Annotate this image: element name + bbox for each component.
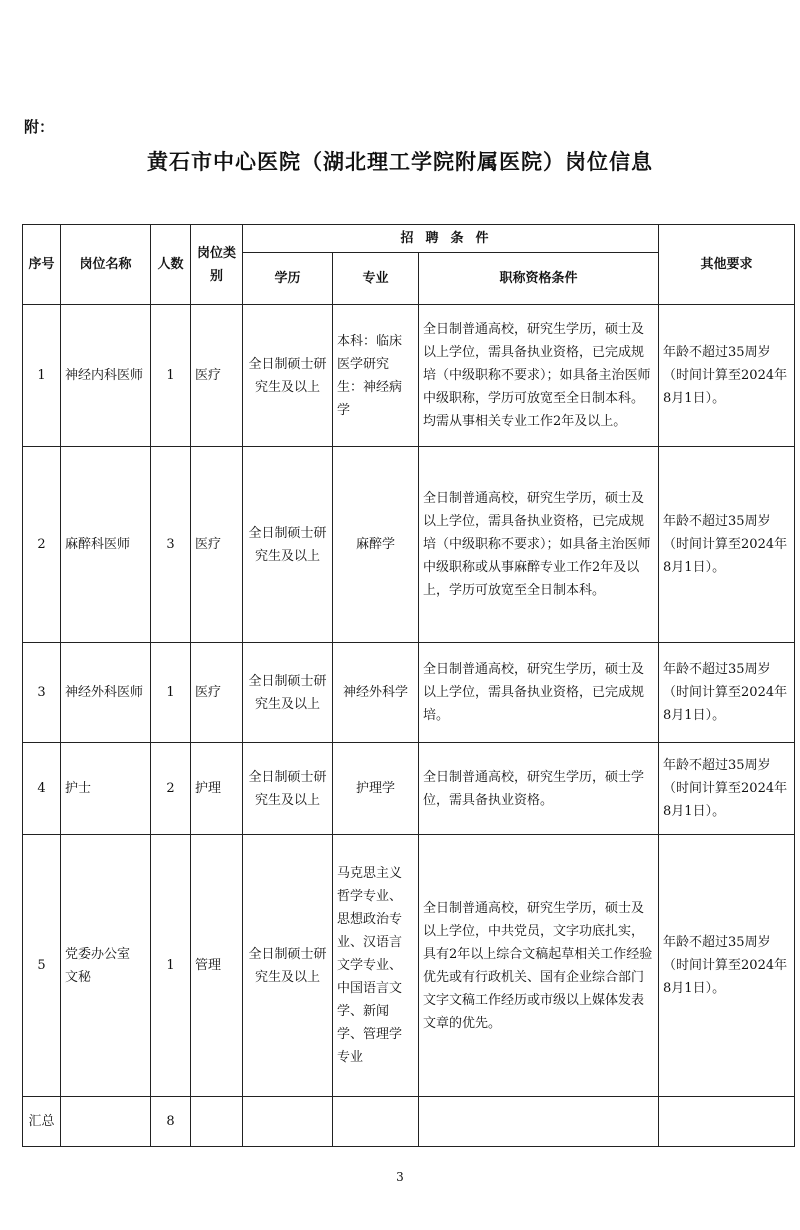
cell-position: 神经外科医师 bbox=[61, 643, 151, 743]
table-row bbox=[23, 447, 795, 643]
cell-education: 全日制硕士研究生及以上 bbox=[243, 643, 333, 743]
cell-seq: 4 bbox=[23, 743, 61, 835]
header-row-1 bbox=[23, 225, 795, 253]
cell-other: 年龄不超过35周岁（时间计算至2024年8月1日）。 bbox=[659, 447, 795, 643]
cell-count: 1 bbox=[151, 643, 191, 743]
cell-category: 护理 bbox=[191, 743, 243, 835]
cell-count: 1 bbox=[151, 835, 191, 1097]
summary-label: 汇总 bbox=[23, 1097, 61, 1147]
cell-major: 马克思主义哲学专业、思想政治专业、汉语言文学专业、中国语言文学、新闻学、管理学专业 bbox=[333, 835, 419, 1097]
cell-major: 护理学 bbox=[333, 743, 419, 835]
header-major: 专业 bbox=[333, 253, 419, 305]
summary-empty-cell bbox=[61, 1097, 151, 1147]
cell-qualification: 全日制普通高校，研究生学历，硕士及以上学位，中共党员，文字功底扎实，具有2年以上综合文稿起草相关工作经验优先或有行政机关、国有企业综合部门文字文稿工作经历或市级以上媒体发表文章的优先。 bbox=[419, 835, 659, 1097]
header-recruit-conditions: 招聘条件 bbox=[243, 225, 659, 253]
header-qualification: 职称资格条件 bbox=[419, 253, 659, 305]
table-row bbox=[23, 305, 795, 447]
cell-education: 全日制硕士研究生及以上 bbox=[243, 447, 333, 643]
header-education: 学历 bbox=[243, 253, 333, 305]
cell-category: 医疗 bbox=[191, 643, 243, 743]
summary-empty-cell bbox=[243, 1097, 333, 1147]
cell-education: 全日制硕士研究生及以上 bbox=[243, 305, 333, 447]
cell-category: 管理 bbox=[191, 835, 243, 1097]
cell-qualification: 全日制普通高校，研究生学历，硕士及以上学位，需具备执业资格，已完成规培（中级职称不要求）；如具备主治医师中级职称，学历可放宽至全日制本科。均需从事相关专业工作2年及以上。 bbox=[419, 305, 659, 447]
cell-seq: 1 bbox=[23, 305, 61, 447]
cell-qualification: 全日制普通高校，研究生学历，硕士学位，需具备执业资格。 bbox=[419, 743, 659, 835]
positions-table bbox=[22, 224, 795, 1147]
header-other: 其他要求 bbox=[659, 225, 795, 305]
cell-position: 护士 bbox=[61, 743, 151, 835]
header-category: 岗位类别 bbox=[191, 225, 243, 305]
cell-other: 年龄不超过35周岁（时间计算至2024年8月1日）。 bbox=[659, 305, 795, 447]
summary-row bbox=[23, 1097, 795, 1147]
summary-empty-cell bbox=[659, 1097, 795, 1147]
cell-count: 1 bbox=[151, 305, 191, 447]
cell-category: 医疗 bbox=[191, 447, 243, 643]
table-row bbox=[23, 835, 795, 1097]
cell-qualification: 全日制普通高校，研究生学历，硕士及以上学位，需具备执业资格，已完成规培。 bbox=[419, 643, 659, 743]
cell-other: 年龄不超过35周岁（时间计算至2024年8月1日）。 bbox=[659, 743, 795, 835]
cell-major: 神经外科学 bbox=[333, 643, 419, 743]
cell-other: 年龄不超过35周岁（时间计算至2024年8月1日）。 bbox=[659, 643, 795, 743]
cell-count: 2 bbox=[151, 743, 191, 835]
cell-position: 党委办公室 文秘 bbox=[61, 835, 151, 1097]
header-seq: 序号 bbox=[23, 225, 61, 305]
attachment-label: 附： bbox=[24, 118, 55, 136]
summary-empty-cell bbox=[191, 1097, 243, 1147]
summary-count: 8 bbox=[151, 1097, 191, 1147]
header-position: 岗位名称 bbox=[61, 225, 151, 305]
cell-seq: 5 bbox=[23, 835, 61, 1097]
cell-position: 麻醉科医师 bbox=[61, 447, 151, 643]
table-row bbox=[23, 743, 795, 835]
summary-empty-cell bbox=[419, 1097, 659, 1147]
cell-count: 3 bbox=[151, 447, 191, 643]
cell-seq: 3 bbox=[23, 643, 61, 743]
cell-seq: 2 bbox=[23, 447, 61, 643]
cell-position: 神经内科医师 bbox=[61, 305, 151, 447]
cell-major: 麻醉学 bbox=[333, 447, 419, 643]
cell-education: 全日制硕士研究生及以上 bbox=[243, 743, 333, 835]
cell-education: 全日制硕士研究生及以上 bbox=[243, 835, 333, 1097]
cell-category: 医疗 bbox=[191, 305, 243, 447]
cell-qualification: 全日制普通高校，研究生学历，硕士及以上学位，需具备执业资格，已完成规培（中级职称不要求）；如具备主治医师中级职称或从事麻醉专业工作2年及以上，学历可放宽至全日制本科。 bbox=[419, 447, 659, 643]
cell-other: 年龄不超过35周岁（时间计算至2024年8月1日）。 bbox=[659, 835, 795, 1097]
page-title: 黄石市中心医院（湖北理工学院附属医院）岗位信息 bbox=[147, 149, 653, 174]
table-row bbox=[23, 643, 795, 743]
cell-major: 本科：临床医学研究生：神经病学 bbox=[333, 305, 419, 447]
page-number: 3 bbox=[396, 1170, 404, 1184]
header-count: 人数 bbox=[151, 225, 191, 305]
summary-empty-cell bbox=[333, 1097, 419, 1147]
